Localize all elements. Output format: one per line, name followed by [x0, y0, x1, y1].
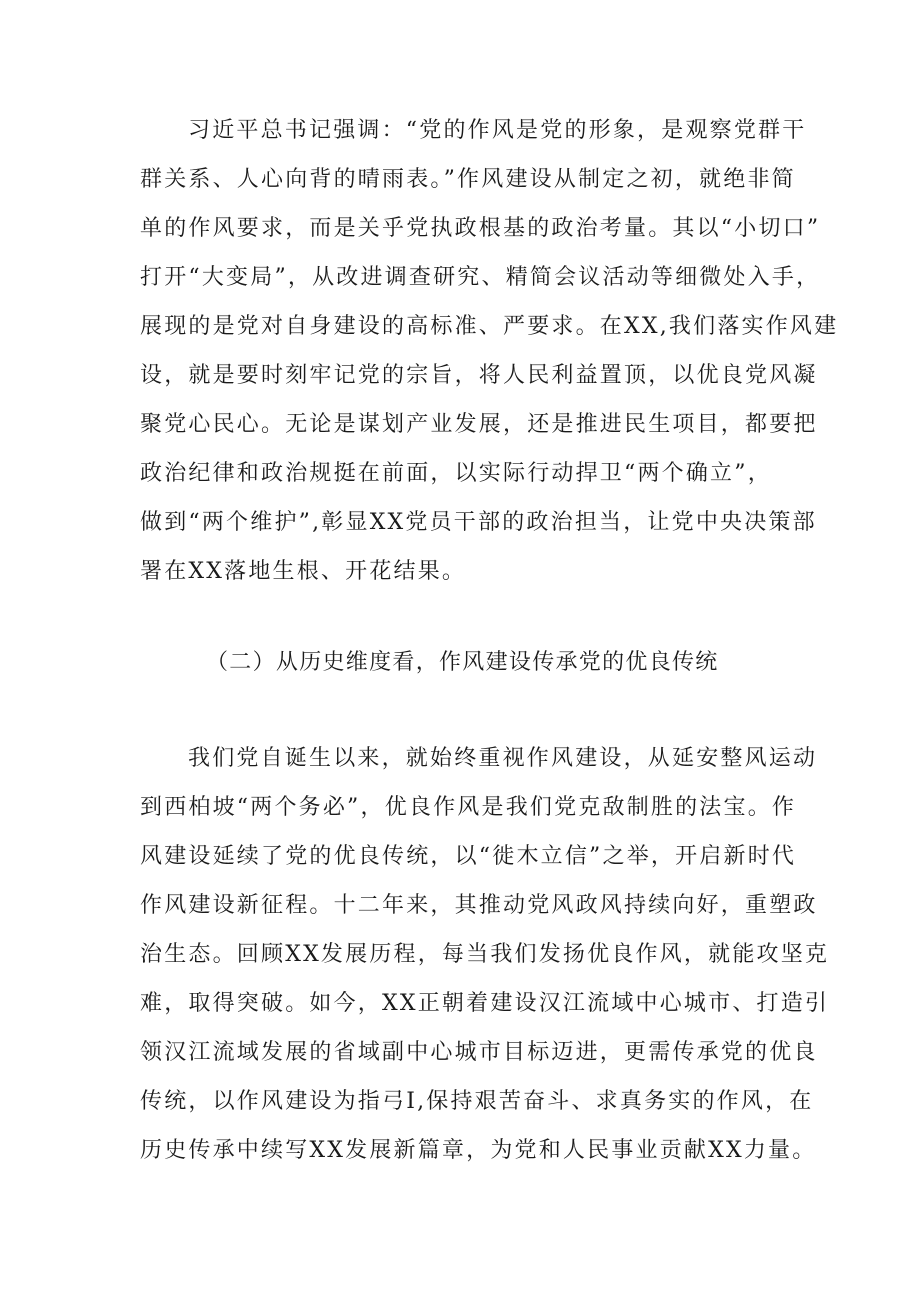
- paragraph-1-line: 习近平总书记强调：“党的作风是党的形象，是观察党群干: [188, 118, 807, 143]
- paragraph-1-line: 单的作风要求，而是关乎党执政根基的政治考量。其以“小切口”: [140, 216, 821, 241]
- paragraph-1-line: 署在XX落地生根、开花结果。: [140, 559, 467, 584]
- paragraph-2-line: 作风建设新征程。十二年来，其推动党风政风持续向好，重塑政: [140, 893, 818, 918]
- paragraph-1-line: 做到“两个维护”,彰显XX党员干部的政治担当，让党中央决策部: [140, 510, 817, 535]
- paragraph-2-line: 到西柏坡“两个务必”，优良作风是我们党克敌制胜的法宝。作: [140, 795, 797, 820]
- paragraph-1-line: 展现的是党对自身建设的高标准、严要求。在XX,我们落实作风建: [140, 314, 839, 339]
- paragraph-2-line: 我们党自诞生以来，就始终重视作风建设，从延安整风运动: [188, 746, 818, 771]
- paragraph-2-line: 风建设延续了党的优良传统，以“徙木立信”之举，开启新时代: [140, 844, 797, 869]
- paragraph-2-line: 传统，以作风建设为指弓I,保持艰苦奋斗、求真务实的作风，在: [140, 1089, 814, 1114]
- paragraph-1-line: 打开“大变局”，从改进调查研究、精简会议活动等细微处入手，: [140, 265, 821, 290]
- paragraph-2-line: 难，取得突破。如今，XX正朝着建设汉江流域中心城市、打造引: [140, 991, 830, 1016]
- paragraph-1-line: 政治纪律和政治规挺在前面，以实际行动捍卫“两个确立”，: [140, 461, 772, 486]
- section-heading: （二）从历史维度看，作风建设传承党的优良传统: [206, 650, 719, 675]
- paragraph-2-line: 历史传承中续写XX发展新篇章，为党和人民事业贡献XX力量。: [140, 1138, 817, 1163]
- paragraph-1-line: 群关系、人心向背的晴雨表。”作风建设从制定之初，就绝非简: [140, 167, 796, 192]
- paragraph-2-line: 治生态。回顾XX发展历程，每当我们发扬优良作风，就能攻坚克: [140, 942, 830, 967]
- paragraph-1-line: 设，就是要时刻牢记党的宗旨，将人民利益置顶，以优良党风凝: [140, 363, 818, 388]
- paragraph-2-line: 领汉江流域发展的省域副中心城市目标迈进，更需传承党的优良: [140, 1040, 818, 1065]
- paragraph-1-line: 聚党心民心。无论是谋划产业发展，还是推进民生项目，都要把: [140, 412, 818, 437]
